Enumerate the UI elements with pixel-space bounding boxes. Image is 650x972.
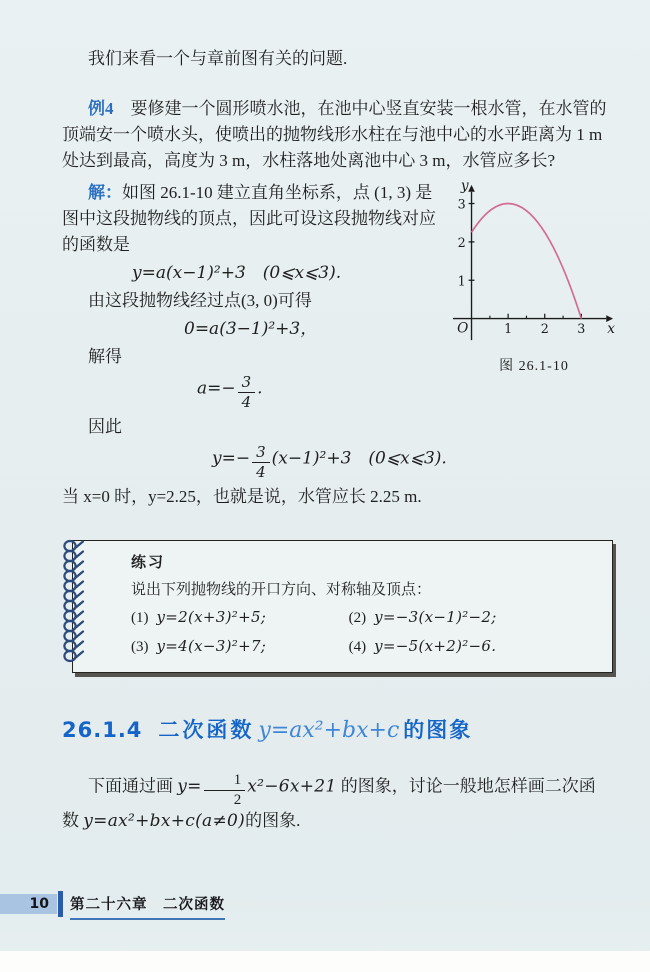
- y-tick-1: 1: [457, 273, 466, 289]
- practice-item-2: (2) y=−3(x−1)²−2;: [348, 608, 497, 626]
- figure-caption: 图 26.1-10: [499, 359, 569, 374]
- practice-items: [131, 605, 594, 660]
- example-paragraph: [62, 96, 612, 174]
- practice-title: 练习: [131, 555, 166, 571]
- figure-26-1-10: [450, 180, 618, 380]
- intro-paragraph: 我们来看一个与章前图有关的问题.: [88, 49, 348, 68]
- practice-box: [72, 540, 613, 673]
- origin-label: O: [457, 320, 469, 337]
- y-axis-arrow: [468, 185, 475, 192]
- practice-item-4: (4) y=−5(x+2)²−6.: [348, 637, 497, 655]
- page-number-bar: [0, 894, 57, 914]
- solution-p4: 因此: [88, 417, 122, 436]
- solution-p3: 解得: [88, 347, 122, 366]
- practice-item-1: (1) y=2(x+3)²+5;: [131, 608, 267, 626]
- example-body: 要修建一个圆形喷水池，在池中心竖直安装一根水管，在水管的顶端安一个喷水头，使喷出的抛物线形水柱在与池中心的水平距离为 1 m 处达到最高，高度为 3 m，水柱落地处离池中心 3 m，水管应多长?: [62, 99, 607, 170]
- practice-prompt: 说出下列抛物线的开口方向、对称轴及顶点：: [131, 582, 432, 598]
- parabola-plot: [450, 180, 618, 344]
- x-tick-2: 2: [540, 321, 549, 337]
- page-footer: [0, 891, 650, 921]
- equation-3: a=− $\frac{3}{4}$ .: [197, 373, 263, 411]
- x-tick-1: 1: [504, 321, 513, 337]
- lead-paragraph: 下面通过画 y= $\frac{1}{2}$ x²−6x+21 的图象，讨论一般地怎样画二次函数 y=ax²+bx+c(a≠0)的图象.: [62, 772, 596, 831]
- solution-p1: 解：如图 26.1-10 建立直角坐标系，点 (1, 3) 是图中这段抛物线的顶点，因此可设这段抛物线对应的函数是: [62, 183, 436, 254]
- solution-p5: 当 x=0 时，y=2.25，也就是说，水管应长 2.25 m.: [62, 487, 422, 506]
- spiral-binding-icon: [57, 537, 93, 667]
- fraction-3-4: $\frac{3}{4}$: [238, 374, 256, 410]
- equation-1: y=a(x−1)²+3 (0⩽x⩽3).: [132, 263, 342, 283]
- chapter-title: 第二十六章 二次函数: [70, 893, 225, 920]
- solution-p2: 由这段抛物线经过点(3, 0)可得: [88, 291, 312, 310]
- example-label: 例4: [88, 99, 114, 118]
- solution-block: [62, 180, 615, 510]
- section-title: 二次函数: [158, 718, 255, 742]
- y-tick-2: 2: [457, 234, 466, 250]
- footer-divider: [58, 891, 63, 917]
- y-axis-label: y: [460, 180, 469, 194]
- parabola-curve: [472, 204, 582, 319]
- page-number: 10: [29, 896, 49, 912]
- fraction-3-4: $\frac{3}{4}$: [252, 444, 270, 480]
- solution-label: 解：: [88, 183, 122, 202]
- fraction-1-2: $\frac{1}{2}$: [204, 772, 246, 808]
- x-tick-3: 3: [577, 321, 586, 337]
- scan-edge: [0, 951, 650, 972]
- section-heading: [62, 715, 612, 746]
- x-axis-label: x: [607, 321, 615, 338]
- section-formula: y=ax²+bx+c: [258, 718, 400, 743]
- section-suffix: 的图象: [403, 718, 473, 742]
- y-tick-3: 3: [457, 196, 466, 212]
- page-content: [62, 46, 615, 834]
- section-number: 26.1.4: [62, 718, 143, 742]
- equation-4: y=− $\frac{3}{4}$ (x−1)²+3 (0⩽x⩽3).: [212, 443, 447, 481]
- equation-2: 0=a(3−1)²+3，: [184, 319, 318, 339]
- practice-item-3: (3) y=4(x−3)²+7;: [131, 637, 267, 655]
